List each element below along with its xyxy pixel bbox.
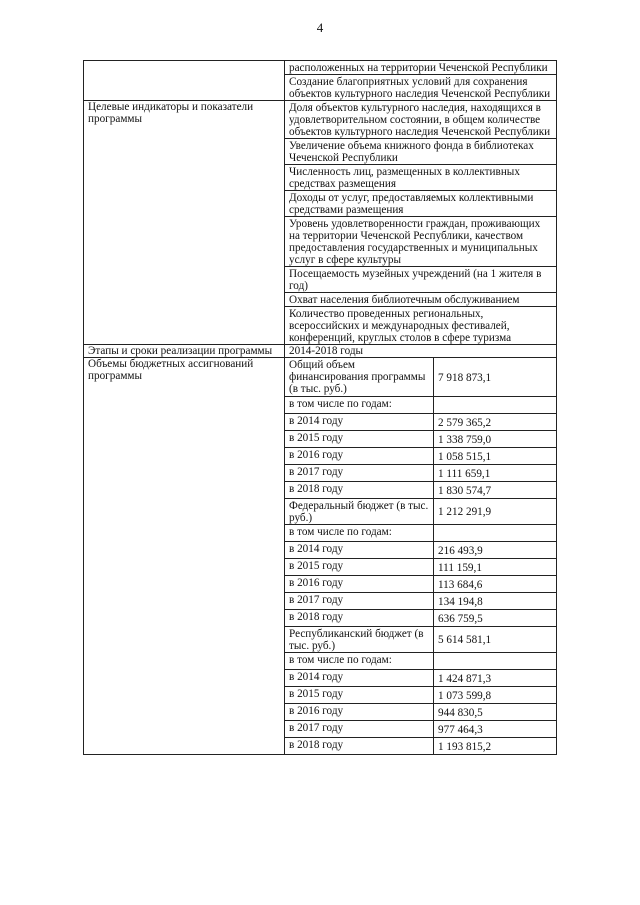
budget-row-value: 1 193 815,2 (438, 740, 492, 753)
budget-label: Объемы бюджетных ассигнований программы (84, 358, 285, 755)
stages-value: 2014-2018 годы (285, 345, 557, 358)
page-number: 4 (316, 20, 324, 35)
budget-row-value: 1 830 574,7 (434, 482, 557, 499)
budget-row-label: в 2014 году (285, 542, 434, 559)
budget-row-value: 7 918 873,1 (434, 358, 557, 397)
budget-table-row (285, 721, 556, 738)
budget-row-value: 1 338 759,0 (434, 431, 557, 448)
stages-row (84, 345, 557, 358)
goals-label-cell (84, 61, 285, 101)
goals-cell (285, 61, 557, 101)
indicators-label: Целевые индикаторы и показатели программы (84, 101, 285, 345)
program-passport-table (83, 60, 557, 755)
budget-row-label: в 2018 году (285, 610, 434, 627)
budget-row-label: Федеральный бюджет (в тыс. руб.) (285, 499, 434, 525)
indicators-cell (285, 101, 557, 345)
budget-row-label: в том числе по годам: (285, 653, 434, 670)
indicator-item: Охват населения библиотечным обслуживанием (285, 292, 556, 306)
budget-row-label: в 2017 году (285, 593, 434, 610)
budget-row-value: 1 424 871,3 (434, 670, 557, 687)
budget-row-label: в 2016 году (285, 704, 434, 721)
budget-table-row (285, 704, 556, 721)
indicators-row (84, 101, 557, 345)
budget-table-row (285, 542, 556, 559)
budget-table-row (285, 525, 556, 542)
budget-row-label: в 2015 году (285, 559, 434, 576)
budget-row-value (434, 525, 557, 542)
budget-row-label: Республиканский бюджет (в тыс. руб.) (285, 627, 434, 653)
indicator-item: Численность лиц, размещенных в коллективных средствах размещения (285, 164, 556, 190)
indicator-item: Посещаемость музейных учреждений (на 1 жителя в год) (285, 266, 556, 292)
budget-table-row (285, 687, 556, 704)
indicator-item: Доходы от услуг, предоставляемых коллективными средствами размещения (285, 190, 556, 216)
budget-table-row (285, 465, 556, 482)
budget-row-label: Общий объем финансирования программы (в тыс. руб.) (285, 358, 434, 397)
budget-row-value: 111 159,1 (434, 559, 557, 576)
goals-row (84, 61, 557, 101)
goal-item: Создание благоприятных условий для сохранения объектов культурного наследия Чеченской Республики (285, 74, 556, 100)
budget-row-value: 216 493,9 (434, 542, 557, 559)
budget-row-value: 5 614 581,1 (434, 627, 557, 653)
indicator-item: Количество проведенных региональных, всероссийских и международных фестивалей, конференций, круглых столов в сфере туризма (285, 306, 556, 344)
program-passport-table-wrap (83, 60, 557, 755)
budget-row-value: 1 212 291,9 (434, 499, 557, 525)
budget-cell (285, 358, 557, 755)
budget-table-row (285, 627, 556, 653)
budget-table-row (285, 653, 556, 670)
budget-table-row (285, 738, 556, 755)
budget-row-label: в 2018 году (285, 482, 434, 499)
budget-row-label: в 2014 году (285, 670, 434, 687)
budget-row-label: в том числе по годам: (285, 525, 434, 542)
budget-row-value (434, 653, 557, 670)
budget-table-row (285, 414, 556, 431)
budget-row-value: 1 111 659,1 (434, 465, 557, 482)
budget-table-row (285, 397, 556, 414)
budget-row-value: 1 058 515,1 (434, 448, 557, 465)
budget-row-label: в 2015 году (285, 687, 434, 704)
budget-table-row (285, 610, 556, 627)
budget-row-value: 1 073 599,8 (434, 687, 557, 704)
budget-table-row (285, 431, 556, 448)
indicator-item: Увеличение объема книжного фонда в библиотеках Чеченской Республики (285, 138, 556, 164)
budget-row-label: в 2016 году (285, 448, 434, 465)
budget-row-value: 944 830,5 (434, 704, 557, 721)
budget-table-row (285, 482, 556, 499)
budget-row-label: в 2014 году (285, 414, 434, 431)
budget-row-value (434, 397, 557, 414)
budget-table-row (285, 576, 556, 593)
budget-table (285, 358, 556, 754)
budget-row-value: 977 464,3 (434, 721, 557, 738)
budget-table-row (285, 499, 556, 525)
budget-row-label: в 2016 году (285, 576, 434, 593)
budget-table-row (285, 448, 556, 465)
stages-label: Этапы и сроки реализации программы (84, 345, 285, 358)
budget-table-row (285, 670, 556, 687)
budget-row-value: 113 684,6 (434, 576, 557, 593)
budget-row-label: в 2017 году (285, 721, 434, 738)
budget-row-label: в 2015 году (285, 431, 434, 448)
budget-table-row (285, 559, 556, 576)
budget-row-value: 134 194,8 (434, 593, 557, 610)
budget-row-value: 636 759,5 (434, 610, 557, 627)
budget-row-label: в 2018 году (285, 738, 434, 755)
budget-table-row (285, 593, 556, 610)
budget-row-value: 2 579 365,2 (434, 414, 557, 431)
indicator-item: Доля объектов культурного наследия, находящихся в удовлетворительном состоянии, в общем количестве объектов культурного наследия Чеченской Республики (289, 102, 551, 138)
indicator-item: Уровень удовлетворенности граждан, проживающих на территории Чеченской Республики, качеством предоставления государственных и муниципальных услуг в сфере культуры (285, 216, 556, 266)
goal-item: расположенных на территории Чеченской Республики (289, 62, 548, 74)
budget-row-label: в 2017 году (285, 465, 434, 482)
budget-table-row (285, 358, 556, 397)
budget-row (84, 358, 557, 755)
budget-row-label: в том числе по годам: (285, 397, 434, 414)
